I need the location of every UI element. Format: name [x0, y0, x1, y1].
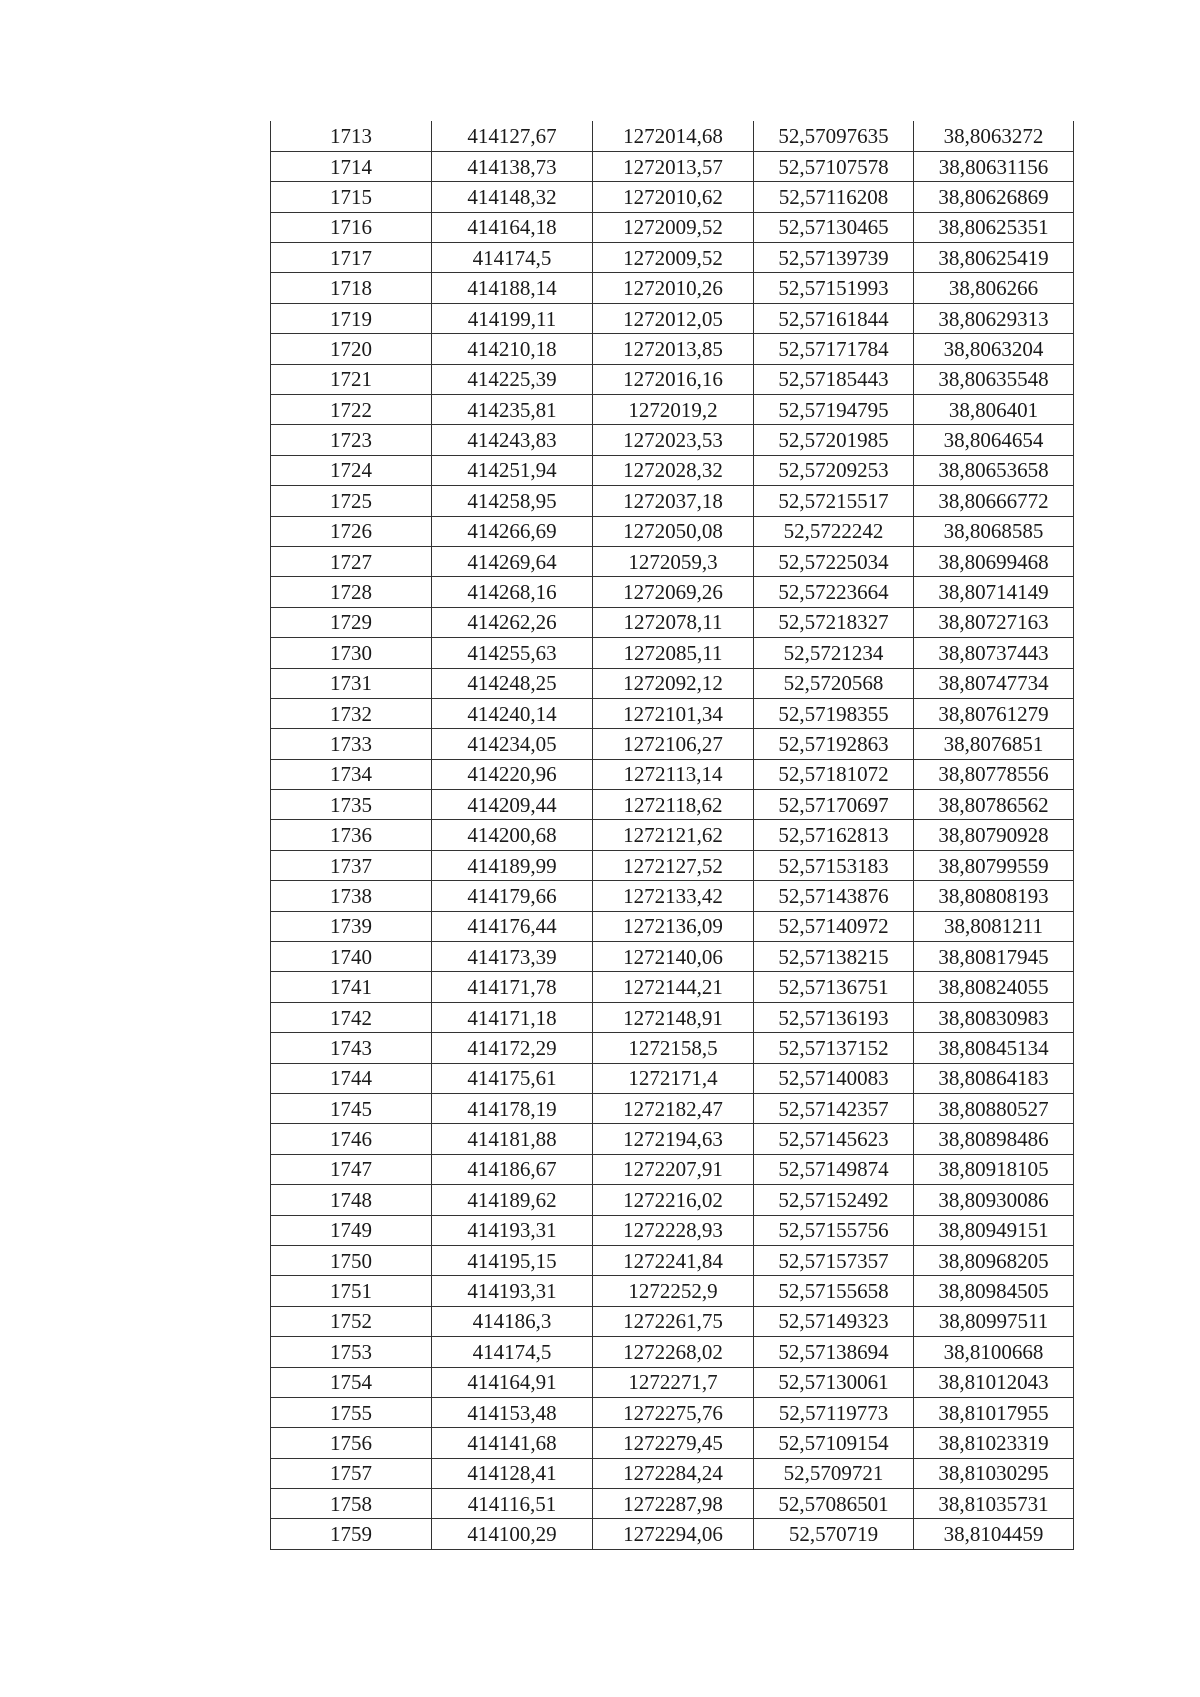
y-coordinate-cell: 1272014,68	[593, 121, 754, 151]
point-number-cell: 1744	[271, 1063, 432, 1093]
longitude-cell: 38,8064654	[914, 425, 1074, 455]
point-number-cell: 1742	[271, 1002, 432, 1032]
longitude-cell: 38,80761279	[914, 698, 1074, 728]
y-coordinate-cell: 1272078,11	[593, 607, 754, 637]
y-coordinate-cell: 1272037,18	[593, 486, 754, 516]
longitude-cell: 38,8068585	[914, 516, 1074, 546]
latitude-cell: 52,57149874	[754, 1154, 914, 1184]
longitude-cell: 38,81030295	[914, 1458, 1074, 1488]
table-row	[271, 182, 1074, 212]
x-coordinate-cell: 414100,29	[432, 1519, 593, 1549]
y-coordinate-cell: 1272207,91	[593, 1154, 754, 1184]
y-coordinate-cell: 1272275,76	[593, 1397, 754, 1427]
point-number-cell: 1714	[271, 151, 432, 181]
table-row	[271, 1428, 1074, 1458]
x-coordinate-cell: 414176,44	[432, 911, 593, 941]
y-coordinate-cell: 1272019,2	[593, 395, 754, 425]
y-coordinate-cell: 1272287,98	[593, 1489, 754, 1519]
longitude-cell: 38,806401	[914, 395, 1074, 425]
table-row	[271, 668, 1074, 698]
y-coordinate-cell: 1272092,12	[593, 668, 754, 698]
latitude-cell: 52,57215517	[754, 486, 914, 516]
y-coordinate-cell: 1272148,91	[593, 1002, 754, 1032]
x-coordinate-cell: 414171,78	[432, 972, 593, 1002]
point-number-cell: 1745	[271, 1094, 432, 1124]
y-coordinate-cell: 1272010,62	[593, 182, 754, 212]
table-row	[271, 1154, 1074, 1184]
table-row	[271, 273, 1074, 303]
latitude-cell: 52,57119773	[754, 1397, 914, 1427]
x-coordinate-cell: 414209,44	[432, 790, 593, 820]
y-coordinate-cell: 1272127,52	[593, 850, 754, 880]
table-row	[271, 455, 1074, 485]
table-row	[271, 972, 1074, 1002]
longitude-cell: 38,80727163	[914, 607, 1074, 637]
point-number-cell: 1731	[271, 668, 432, 698]
point-number-cell: 1754	[271, 1367, 432, 1397]
longitude-cell: 38,80984505	[914, 1276, 1074, 1306]
latitude-cell: 52,57162813	[754, 820, 914, 850]
latitude-cell: 52,57153183	[754, 850, 914, 880]
table-row	[271, 1337, 1074, 1367]
latitude-cell: 52,57209253	[754, 455, 914, 485]
x-coordinate-cell: 414128,41	[432, 1458, 593, 1488]
latitude-cell: 52,57138694	[754, 1337, 914, 1367]
latitude-cell: 52,57130061	[754, 1367, 914, 1397]
point-number-cell: 1732	[271, 698, 432, 728]
point-number-cell: 1739	[271, 911, 432, 941]
y-coordinate-cell: 1272059,3	[593, 546, 754, 576]
longitude-cell: 38,80997511	[914, 1306, 1074, 1336]
latitude-cell: 52,57185443	[754, 364, 914, 394]
y-coordinate-cell: 1272028,32	[593, 455, 754, 485]
x-coordinate-cell: 414171,18	[432, 1002, 593, 1032]
point-number-cell: 1746	[271, 1124, 432, 1154]
x-coordinate-cell: 414186,67	[432, 1154, 593, 1184]
longitude-cell: 38,80631156	[914, 151, 1074, 181]
latitude-cell: 52,57155756	[754, 1215, 914, 1245]
table-row	[271, 1489, 1074, 1519]
table-row	[271, 1245, 1074, 1275]
x-coordinate-cell: 414269,64	[432, 546, 593, 576]
table-row	[271, 425, 1074, 455]
point-number-cell: 1719	[271, 303, 432, 333]
longitude-cell: 38,81023319	[914, 1428, 1074, 1458]
x-coordinate-cell: 414266,69	[432, 516, 593, 546]
x-coordinate-cell: 414248,25	[432, 668, 593, 698]
point-number-cell: 1736	[271, 820, 432, 850]
table-row	[271, 1397, 1074, 1427]
longitude-cell: 38,80747734	[914, 668, 1074, 698]
table-row	[271, 334, 1074, 364]
point-number-cell: 1753	[271, 1337, 432, 1367]
x-coordinate-cell: 414200,68	[432, 820, 593, 850]
table-row	[271, 1458, 1074, 1488]
latitude-cell: 52,57136751	[754, 972, 914, 1002]
table-row	[271, 1215, 1074, 1245]
latitude-cell: 52,57152492	[754, 1185, 914, 1215]
point-number-cell: 1749	[271, 1215, 432, 1245]
latitude-cell: 52,57170697	[754, 790, 914, 820]
y-coordinate-cell: 1272279,45	[593, 1428, 754, 1458]
y-coordinate-cell: 1272284,24	[593, 1458, 754, 1488]
y-coordinate-cell: 1272013,85	[593, 334, 754, 364]
longitude-cell: 38,80626869	[914, 182, 1074, 212]
latitude-cell: 52,5720568	[754, 668, 914, 698]
x-coordinate-cell: 414188,14	[432, 273, 593, 303]
point-number-cell: 1733	[271, 729, 432, 759]
x-coordinate-cell: 414255,63	[432, 638, 593, 668]
x-coordinate-cell: 414262,26	[432, 607, 593, 637]
latitude-cell: 52,5721234	[754, 638, 914, 668]
x-coordinate-cell: 414186,3	[432, 1306, 593, 1336]
point-number-cell: 1718	[271, 273, 432, 303]
point-number-cell: 1756	[271, 1428, 432, 1458]
latitude-cell: 52,57137152	[754, 1033, 914, 1063]
y-coordinate-cell: 1272009,52	[593, 212, 754, 242]
point-number-cell: 1716	[271, 212, 432, 242]
x-coordinate-cell: 414235,81	[432, 395, 593, 425]
point-number-cell: 1730	[271, 638, 432, 668]
y-coordinate-cell: 1272140,06	[593, 942, 754, 972]
x-coordinate-cell: 414258,95	[432, 486, 593, 516]
x-coordinate-cell: 414174,5	[432, 243, 593, 273]
latitude-cell: 52,57223664	[754, 577, 914, 607]
y-coordinate-cell: 1272106,27	[593, 729, 754, 759]
point-number-cell: 1740	[271, 942, 432, 972]
x-coordinate-cell: 414141,68	[432, 1428, 593, 1458]
longitude-cell: 38,80830983	[914, 1002, 1074, 1032]
latitude-cell: 52,57171784	[754, 334, 914, 364]
latitude-cell: 52,57136193	[754, 1002, 914, 1032]
point-number-cell: 1721	[271, 364, 432, 394]
latitude-cell: 52,57157357	[754, 1245, 914, 1275]
y-coordinate-cell: 1272228,93	[593, 1215, 754, 1245]
y-coordinate-cell: 1272252,9	[593, 1276, 754, 1306]
longitude-cell: 38,8104459	[914, 1519, 1074, 1549]
latitude-cell: 52,57192863	[754, 729, 914, 759]
table-row	[271, 607, 1074, 637]
table-row	[271, 151, 1074, 181]
longitude-cell: 38,80845134	[914, 1033, 1074, 1063]
table-row	[271, 638, 1074, 668]
point-number-cell: 1741	[271, 972, 432, 1002]
y-coordinate-cell: 1272010,26	[593, 273, 754, 303]
latitude-cell: 52,57097635	[754, 121, 914, 151]
y-coordinate-cell: 1272194,63	[593, 1124, 754, 1154]
longitude-cell: 38,80898486	[914, 1124, 1074, 1154]
x-coordinate-cell: 414195,15	[432, 1245, 593, 1275]
x-coordinate-cell: 414127,67	[432, 121, 593, 151]
point-number-cell: 1747	[271, 1154, 432, 1184]
latitude-cell: 52,57130465	[754, 212, 914, 242]
latitude-cell: 52,57142357	[754, 1094, 914, 1124]
point-number-cell: 1757	[271, 1458, 432, 1488]
table-row	[271, 1519, 1074, 1549]
longitude-cell: 38,80930086	[914, 1185, 1074, 1215]
table-row	[271, 790, 1074, 820]
table-row	[271, 1124, 1074, 1154]
y-coordinate-cell: 1272216,02	[593, 1185, 754, 1215]
x-coordinate-cell: 414173,39	[432, 942, 593, 972]
x-coordinate-cell: 414251,94	[432, 455, 593, 485]
point-number-cell: 1735	[271, 790, 432, 820]
table-row	[271, 516, 1074, 546]
x-coordinate-cell: 414179,66	[432, 881, 593, 911]
point-number-cell: 1727	[271, 546, 432, 576]
y-coordinate-cell: 1272113,14	[593, 759, 754, 789]
x-coordinate-cell: 414172,29	[432, 1033, 593, 1063]
table-row	[271, 243, 1074, 273]
latitude-cell: 52,57107578	[754, 151, 914, 181]
x-coordinate-cell: 414178,19	[432, 1094, 593, 1124]
y-coordinate-cell: 1272294,06	[593, 1519, 754, 1549]
longitude-cell: 38,80880527	[914, 1094, 1074, 1124]
table-row	[271, 546, 1074, 576]
latitude-cell: 52,57116208	[754, 182, 914, 212]
table-row	[271, 364, 1074, 394]
table-row	[271, 881, 1074, 911]
table-row	[271, 1276, 1074, 1306]
latitude-cell: 52,57140083	[754, 1063, 914, 1093]
longitude-cell: 38,81035731	[914, 1489, 1074, 1519]
latitude-cell: 52,57140972	[754, 911, 914, 941]
latitude-cell: 52,57181072	[754, 759, 914, 789]
table-row	[271, 486, 1074, 516]
table-row	[271, 820, 1074, 850]
point-number-cell: 1759	[271, 1519, 432, 1549]
table-row	[271, 729, 1074, 759]
y-coordinate-cell: 1272101,34	[593, 698, 754, 728]
longitude-cell: 38,8081211	[914, 911, 1074, 941]
y-coordinate-cell: 1272182,47	[593, 1094, 754, 1124]
longitude-cell: 38,8076851	[914, 729, 1074, 759]
x-coordinate-cell: 414164,18	[432, 212, 593, 242]
latitude-cell: 52,57143876	[754, 881, 914, 911]
y-coordinate-cell: 1272133,42	[593, 881, 754, 911]
longitude-cell: 38,80918105	[914, 1154, 1074, 1184]
point-number-cell: 1729	[271, 607, 432, 637]
y-coordinate-cell: 1272050,08	[593, 516, 754, 546]
point-number-cell: 1725	[271, 486, 432, 516]
y-coordinate-cell: 1272013,57	[593, 151, 754, 181]
x-coordinate-cell: 414175,61	[432, 1063, 593, 1093]
point-number-cell: 1728	[271, 577, 432, 607]
longitude-cell: 38,80625351	[914, 212, 1074, 242]
longitude-cell: 38,8063204	[914, 334, 1074, 364]
point-number-cell: 1713	[271, 121, 432, 151]
x-coordinate-cell: 414210,18	[432, 334, 593, 364]
table-row	[271, 577, 1074, 607]
latitude-cell: 52,57138215	[754, 942, 914, 972]
table-row	[271, 698, 1074, 728]
point-number-cell: 1743	[271, 1033, 432, 1063]
table-row	[271, 942, 1074, 972]
point-number-cell: 1751	[271, 1276, 432, 1306]
y-coordinate-cell: 1272069,26	[593, 577, 754, 607]
longitude-cell: 38,80824055	[914, 972, 1074, 1002]
longitude-cell: 38,80817945	[914, 942, 1074, 972]
x-coordinate-cell: 414148,32	[432, 182, 593, 212]
latitude-cell: 52,57145623	[754, 1124, 914, 1154]
latitude-cell: 52,570719	[754, 1519, 914, 1549]
y-coordinate-cell: 1272261,75	[593, 1306, 754, 1336]
y-coordinate-cell: 1272271,7	[593, 1367, 754, 1397]
x-coordinate-cell: 414193,31	[432, 1215, 593, 1245]
x-coordinate-cell: 414153,48	[432, 1397, 593, 1427]
longitude-cell: 38,80786562	[914, 790, 1074, 820]
y-coordinate-cell: 1272241,84	[593, 1245, 754, 1275]
x-coordinate-cell: 414138,73	[432, 151, 593, 181]
longitude-cell: 38,80864183	[914, 1063, 1074, 1093]
point-number-cell: 1737	[271, 850, 432, 880]
y-coordinate-cell: 1272023,53	[593, 425, 754, 455]
point-number-cell: 1734	[271, 759, 432, 789]
x-coordinate-cell: 414199,11	[432, 303, 593, 333]
longitude-cell: 38,80635548	[914, 364, 1074, 394]
table-row	[271, 911, 1074, 941]
point-number-cell: 1726	[271, 516, 432, 546]
point-number-cell: 1755	[271, 1397, 432, 1427]
longitude-cell: 38,8100668	[914, 1337, 1074, 1367]
longitude-cell: 38,80737443	[914, 638, 1074, 668]
x-coordinate-cell: 414189,99	[432, 850, 593, 880]
y-coordinate-cell: 1272158,5	[593, 1033, 754, 1063]
longitude-cell: 38,81012043	[914, 1367, 1074, 1397]
x-coordinate-cell: 414225,39	[432, 364, 593, 394]
y-coordinate-cell: 1272268,02	[593, 1337, 754, 1367]
latitude-cell: 52,57161844	[754, 303, 914, 333]
latitude-cell: 52,57201985	[754, 425, 914, 455]
x-coordinate-cell: 414193,31	[432, 1276, 593, 1306]
table-row	[271, 1367, 1074, 1397]
table-row	[271, 1033, 1074, 1063]
latitude-cell: 52,57151993	[754, 273, 914, 303]
latitude-cell: 52,57139739	[754, 243, 914, 273]
latitude-cell: 52,57086501	[754, 1489, 914, 1519]
point-number-cell: 1723	[271, 425, 432, 455]
table-row	[271, 303, 1074, 333]
point-number-cell: 1724	[271, 455, 432, 485]
x-coordinate-cell: 414174,5	[432, 1337, 593, 1367]
longitude-cell: 38,80699468	[914, 546, 1074, 576]
table-row	[271, 1306, 1074, 1336]
longitude-cell: 38,80629313	[914, 303, 1074, 333]
latitude-cell: 52,57109154	[754, 1428, 914, 1458]
y-coordinate-cell: 1272118,62	[593, 790, 754, 820]
y-coordinate-cell: 1272009,52	[593, 243, 754, 273]
point-number-cell: 1750	[271, 1245, 432, 1275]
y-coordinate-cell: 1272136,09	[593, 911, 754, 941]
latitude-cell: 52,57198355	[754, 698, 914, 728]
x-coordinate-cell: 414189,62	[432, 1185, 593, 1215]
latitude-cell: 52,5709721	[754, 1458, 914, 1488]
table-row	[271, 759, 1074, 789]
point-number-cell: 1738	[271, 881, 432, 911]
point-number-cell: 1717	[271, 243, 432, 273]
longitude-cell: 38,80714149	[914, 577, 1074, 607]
x-coordinate-cell: 414181,88	[432, 1124, 593, 1154]
latitude-cell: 52,57155658	[754, 1276, 914, 1306]
point-number-cell: 1722	[271, 395, 432, 425]
longitude-cell: 38,81017955	[914, 1397, 1074, 1427]
x-coordinate-cell: 414220,96	[432, 759, 593, 789]
point-number-cell: 1758	[271, 1489, 432, 1519]
y-coordinate-cell: 1272144,21	[593, 972, 754, 1002]
longitude-cell: 38,80625419	[914, 243, 1074, 273]
latitude-cell: 52,57225034	[754, 546, 914, 576]
y-coordinate-cell: 1272085,11	[593, 638, 754, 668]
longitude-cell: 38,80949151	[914, 1215, 1074, 1245]
latitude-cell: 52,57149323	[754, 1306, 914, 1336]
x-coordinate-cell: 414116,51	[432, 1489, 593, 1519]
longitude-cell: 38,80666772	[914, 486, 1074, 516]
table-row	[271, 121, 1074, 151]
y-coordinate-cell: 1272171,4	[593, 1063, 754, 1093]
x-coordinate-cell: 414234,05	[432, 729, 593, 759]
point-number-cell: 1752	[271, 1306, 432, 1336]
table-row	[271, 212, 1074, 242]
coordinates-table-body	[271, 121, 1074, 1549]
y-coordinate-cell: 1272012,05	[593, 303, 754, 333]
table-row	[271, 850, 1074, 880]
table-row	[271, 1094, 1074, 1124]
longitude-cell: 38,80653658	[914, 455, 1074, 485]
longitude-cell: 38,80968205	[914, 1245, 1074, 1275]
latitude-cell: 52,57218327	[754, 607, 914, 637]
table-row	[271, 1063, 1074, 1093]
table-row	[271, 395, 1074, 425]
coordinates-table	[270, 121, 1074, 1550]
longitude-cell: 38,8063272	[914, 121, 1074, 151]
longitude-cell: 38,80808193	[914, 881, 1074, 911]
y-coordinate-cell: 1272121,62	[593, 820, 754, 850]
point-number-cell: 1720	[271, 334, 432, 364]
y-coordinate-cell: 1272016,16	[593, 364, 754, 394]
point-number-cell: 1715	[271, 182, 432, 212]
x-coordinate-cell: 414268,16	[432, 577, 593, 607]
x-coordinate-cell: 414240,14	[432, 698, 593, 728]
longitude-cell: 38,80778556	[914, 759, 1074, 789]
table-row	[271, 1185, 1074, 1215]
x-coordinate-cell: 414243,83	[432, 425, 593, 455]
longitude-cell: 38,806266	[914, 273, 1074, 303]
x-coordinate-cell: 414164,91	[432, 1367, 593, 1397]
longitude-cell: 38,80790928	[914, 820, 1074, 850]
longitude-cell: 38,80799559	[914, 850, 1074, 880]
latitude-cell: 52,57194795	[754, 395, 914, 425]
point-number-cell: 1748	[271, 1185, 432, 1215]
table-row	[271, 1002, 1074, 1032]
latitude-cell: 52,5722242	[754, 516, 914, 546]
